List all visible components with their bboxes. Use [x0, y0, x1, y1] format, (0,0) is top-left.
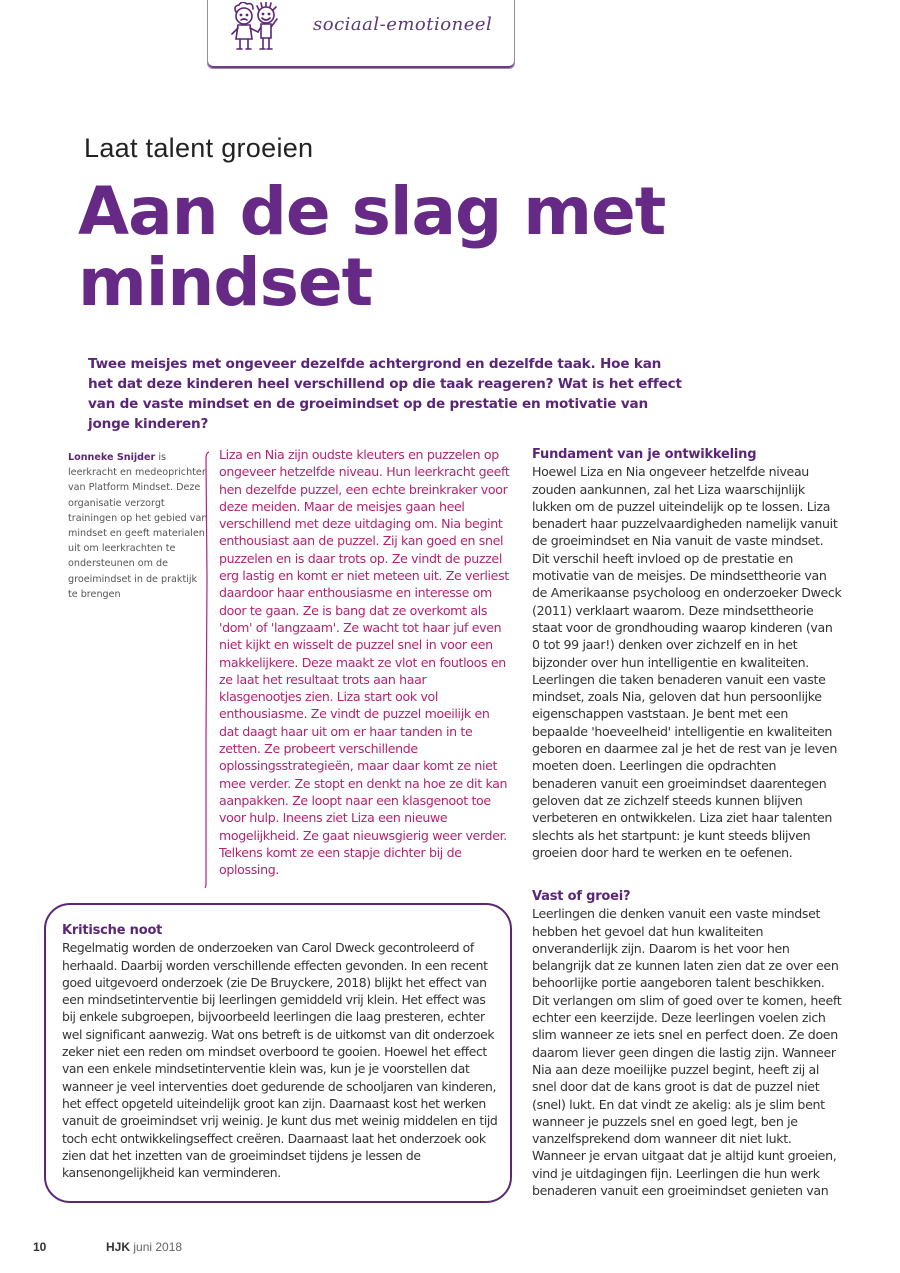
bracket-decoration	[204, 450, 210, 890]
section-body: Hoewel Liza en Nia ongeveer hetzelfde niveau zouden aankunnen, zal het Liza waarschijnlijk lukken om de puzzel uiteindelijk op te lossen. Liza benadert haar puzzelvaardigheden namelijk vanuit de groeimindset en Nia vanuit de vaste mindset. Dit verschil heeft invloed op de prestatie en motivatie van de meisjes. De mindsettheorie van de Amerikaanse psycholoog en onderzoeker Dweck (2011) verklaart waarom. Deze mindsettheorie staat voor de grondhouding waarop kinderen (van 0 tot 99 jaar!) denken over zichzelf en in het bijzonder over hun intelligentie en kwaliteiten. Leerlingen die taken benaderen vanuit een vaste mindset, zoals Nia, geloven dat hun persoonlijke eigenschappen vaststaan. Je bent met een bepaalde 'hoeveelheid' intelligentie en kwaliteiten geboren en daarmee zal je het de rest van je leven moeten doen. Leerlingen die opdrachten benaderen vanuit een groeimindset daarentegen geloven dat ze zichzelf steeds kunnen blijven verbeteren en ontwikkelen. Liza ziet haar talenten slechts als het startpunt: je kunt steeds blijven groeien door hard te werken en te oefenen.	[532, 464, 842, 860]
page-title	[78, 173, 698, 321]
author-bio	[68, 450, 208, 602]
story-column: Liza en Nia zijn oudste kleuters en puzzelen op ongeveer hetzelfde niveau. Hun leerkracht geeft hen dezelfde puzzel, een echte breinkraker voor deze meiden. Maar de meisjes gaan heel verschillend met deze uitdaging om. Nia begint enthousiast aan de puzzel. Zij kan goed en snel puzzelen en is daar trots op. Ze vindt de puzzel erg lastig en komt er niet meteen uit. Ze verliest daardoor haar enthousiasme en interesse om door te gaan. Ze is bang dat ze overkomt als 'dom' of 'langzaam'. Ze wacht tot haar juf even niet kijkt en wisselt de puzzel snel in voor een makkelijkere. Deze maakt ze vlot en foutloos en ze laat het resultaat trots aan haar klasgenootjes zien. Liza start ook vol enthousiasme. Ze vindt de puzzel moeilijk en dat daagt haar uit om er haar tanden in te zetten. Ze probeert verschillende oplossingsstrategieën, maar daar komt ze niet mee verder. Ze stopt en denkt na hoe ze dit kan aanpakken. Ze loopt naar een klasgenoot toe voor hulp. Ineens ziet Liza een nieuwe mogelijkheid. Ze gaat nieuwsgierig weer verder. Telkens komt ze een stapje dichter bij de oplossing.	[219, 447, 510, 878]
critical-note-content	[62, 922, 502, 1181]
children-icon	[226, 2, 286, 54]
section-heading: Vast of groei?	[532, 889, 631, 904]
magazine-name: HJK	[106, 1240, 131, 1254]
intro-paragraph: Twee meisjes met ongeveer dezelfde achtergrond en dezelfde taak. Hoe kan het dat deze kinderen heel verschillend op die taak reageren? Wat is het effect van de vaste mindset en de groeimindset op de prestatie en motivatie van jonge kinderen?	[88, 356, 682, 432]
section-tag	[207, 0, 515, 69]
title-line-1: Aan de slag met	[78, 173, 666, 250]
section-vast-of-groei	[532, 888, 842, 1199]
author-bio-text: is leerkracht en medeoprichter van Platform Mindset. Deze organisatie verzorgt trainingen op het gebied van mindset en geeft materialen uit om leerkrachten te ondersteunen om de groeimindset in de praktijk te brengen	[68, 452, 208, 600]
page-number: 10	[33, 1240, 47, 1254]
author-name: Lonneke Snijder	[68, 452, 156, 463]
section-fundament	[532, 446, 842, 861]
section-heading: Fundament van je ontwikkeling	[532, 447, 757, 462]
title-line-2: mindset	[78, 244, 373, 321]
note-body: Regelmatig worden de onderzoeken van Carol Dweck gecontroleerd of herhaald. Daarbij worden verschillende effecten gevonden. In een recent goed uitgevoerd onderzoek (zie De Bruyckere, 2018) blijkt het effect van een mindsetinterventie bij leerlingen gemiddeld vrij klein. Het effect was bij enkele subgroepen, bijvoorbeeld leerlingen die laag presteren, echter wel significant aanwezig. Wat ons betreft is de uitkomst van dit onderzoek zeker niet een reden om mindset overboord te gooien. Hoewel het effect van een enkele mindsetinterventie klein was, kun je je voorstellen dat wanneer je veel interventies doet gedurende de schooljaren van kinderen, het effect opgeteld uiteindelijk groot kan zijn. Daarnaast kost het werken vanuit de groeimindset vrij weinig. Je kunt dus met weinig middelen en tijd toch echt ontwikkelingseffect creëren. Daarnaast laat het onderzoek ook zien dat het inzetten van de groeimindset tijdens je lessen de kansenongelijkheid kan verminderen.	[62, 940, 498, 1181]
section-body: Leerlingen die denken vanuit een vaste mindset hebben het gevoel dat hun kwaliteiten onveranderlijk zijn. Daarom is het voor hen belangrijk dat ze kunnen laten zien dat ze over een behoorlijke portie aangeboren talent beschikken. Dit verlangen om slim of goed over te komen, heeft echter een keerzijde. Deze leerlingen voelen zich slim wanneer ze iets snel en perfect doen. Ze doen daarom liever geen dingen die lastig zijn. Wanneer Nia aan deze moeilijke puzzel begint, heeft zij al snel door dat de kans groot is dat de puzzel niet (snel) lukt. En dat vindt ze akelig: als je slim bent wanneer je puzzels snel en goed legt, ben je vanzelfsprekend dom wanneer dit niet lukt.	[532, 906, 842, 1147]
kicker: Laat talent groeien	[84, 133, 314, 163]
section-body-continued: Wanneer je ervan uitgaat dat je altijd kunt groeien, vind je uitdagingen fijn. Leerlingen die hun werk benaderen vanuit een groeimindset genieten van	[532, 1148, 837, 1199]
note-heading: Kritische noot	[62, 923, 163, 938]
section-label: sociaal-emotioneel	[313, 14, 493, 35]
issue-date: juni 2018	[133, 1240, 183, 1254]
magazine-footer	[106, 1240, 182, 1254]
